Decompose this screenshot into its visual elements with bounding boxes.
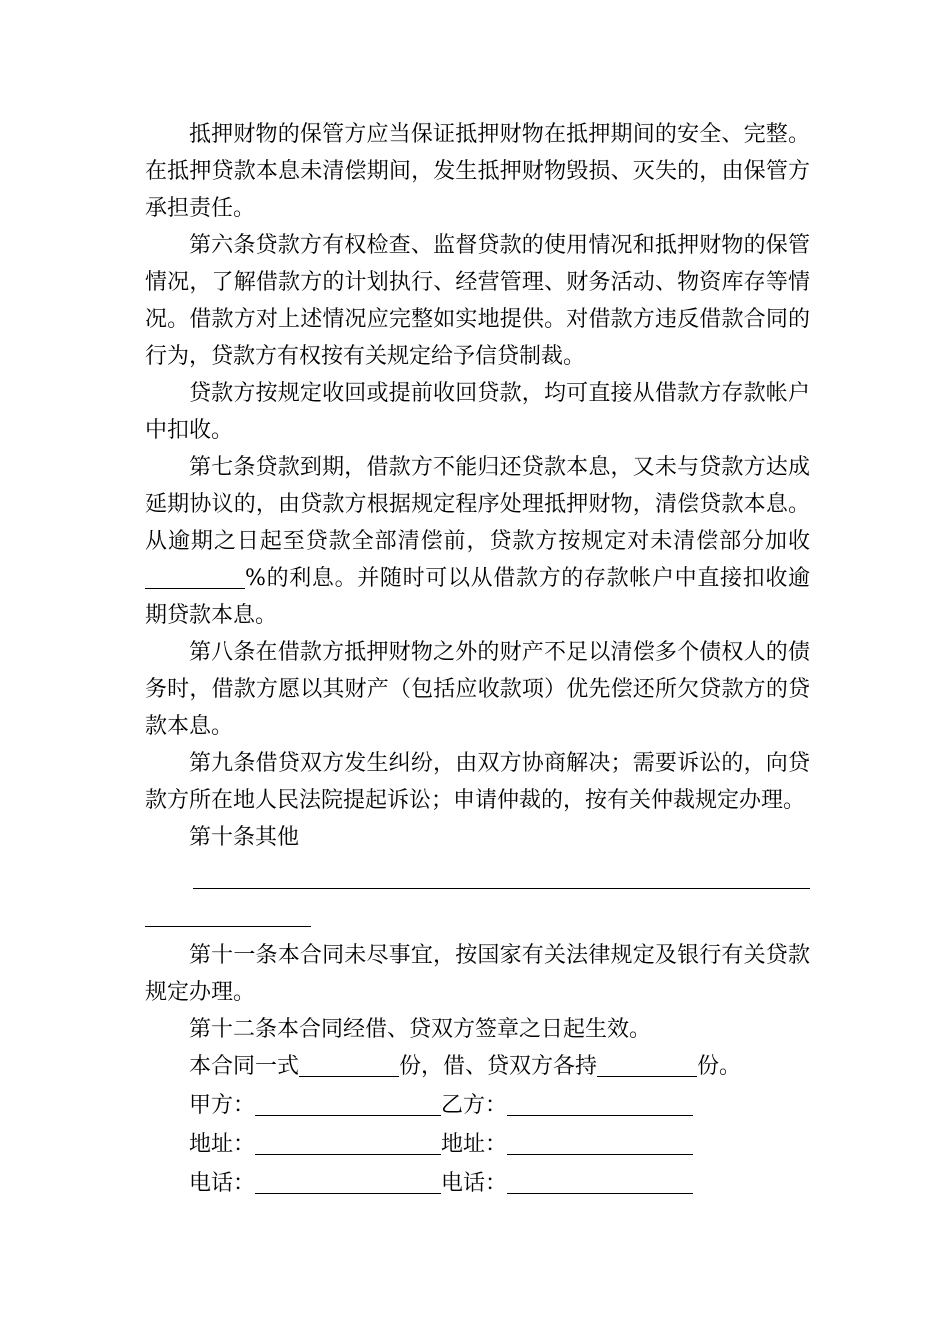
paragraph-article-11: 第十一条本合同未尽事宜，按国家有关法律规定及银行有关贷款规定办理。 [145,943,810,1005]
signature-row-party [145,1087,810,1124]
address-b-label: 地址： [441,1132,508,1157]
document-page [145,116,810,1202]
interest-rate-blank[interactable] [145,566,245,589]
other-terms-line-1[interactable] [193,856,810,889]
phone-a-label: 电话： [189,1171,256,1196]
address-a-label: 地址： [189,1132,256,1157]
phone-b-blank[interactable] [507,1171,693,1194]
copies-text-b: 份，借、贷双方各持 [399,1054,598,1079]
paragraph-article-8: 第八条在借款方抵押财物之外的财产不足以清偿多个债权人的债务时，借款方愿以其财产（包括应收款项）优先偿还所欠贷款方的贷款本息。 [145,640,810,739]
paragraph-article-12: 第十二条本合同经借、贷双方签章之日起生效。 [189,1017,652,1042]
article-7-text-after: %的利息。并随时可以从借款方的存款帐户中直接扣收逾期贷款本息。 [145,566,810,628]
copies-each-blank[interactable] [597,1054,697,1077]
phone-b-label: 电话： [441,1171,508,1196]
paragraph-article-10: 第十条其他 [189,825,300,850]
signature-row-address [145,1126,810,1163]
phone-a-blank[interactable] [255,1171,441,1194]
signature-row-phone [145,1165,810,1202]
party-a-blank[interactable] [255,1093,441,1116]
copies-text-a: 本合同一式 [189,1054,300,1079]
address-b-blank[interactable] [507,1132,693,1155]
paragraph-deduction: 贷款方按规定收回或提前收回贷款，均可直接从借款方存款帐户中扣收。 [145,381,810,443]
copies-text-c: 份。 [697,1054,742,1079]
party-a-label: 甲方： [189,1093,256,1118]
party-b-blank[interactable] [507,1093,693,1116]
paragraph-article-7 [145,449,810,634]
address-a-blank[interactable] [255,1132,441,1155]
paragraph-custody: 抵押财物的保管方应当保证抵押财物在抵押期间的安全、完整。在抵押贷款本息未清偿期间，发生抵押财物毁损、灭失的，由保管方承担责任。 [145,122,810,221]
copies-total-blank[interactable] [299,1054,399,1077]
paragraph-article-6: 第六条贷款方有权检查、监督贷款的使用情况和抵押财物的保管情况，了解借款方的计划执行、经营管理、财务活动、物资库存等情况。借款方对上述情况应完整如实地提供。对借款方违反借款合同的行为，贷款方有权按有关规定给予信贷制裁。 [145,233,810,369]
paragraph-article-9: 第九条借贷双方发生纠纷，由双方协商解决；需要诉讼的，向贷款方所在地人民法院提起诉讼；申请仲裁的，按有关仲裁规定办理。 [145,751,810,813]
article-7-text-before: 第七条贷款到期，借款方不能归还贷款本息，又未与贷款方达成延期协议的，由贷款方根据规定程序处理抵押财物，清偿贷款本息。从逾期之日起至贷款全部清偿前，贷款方按规定对未清偿部分加收 [145,455,810,554]
paragraph-copies [145,1048,810,1085]
party-b-label: 乙方： [441,1093,508,1118]
other-terms-line-2[interactable] [145,889,311,927]
